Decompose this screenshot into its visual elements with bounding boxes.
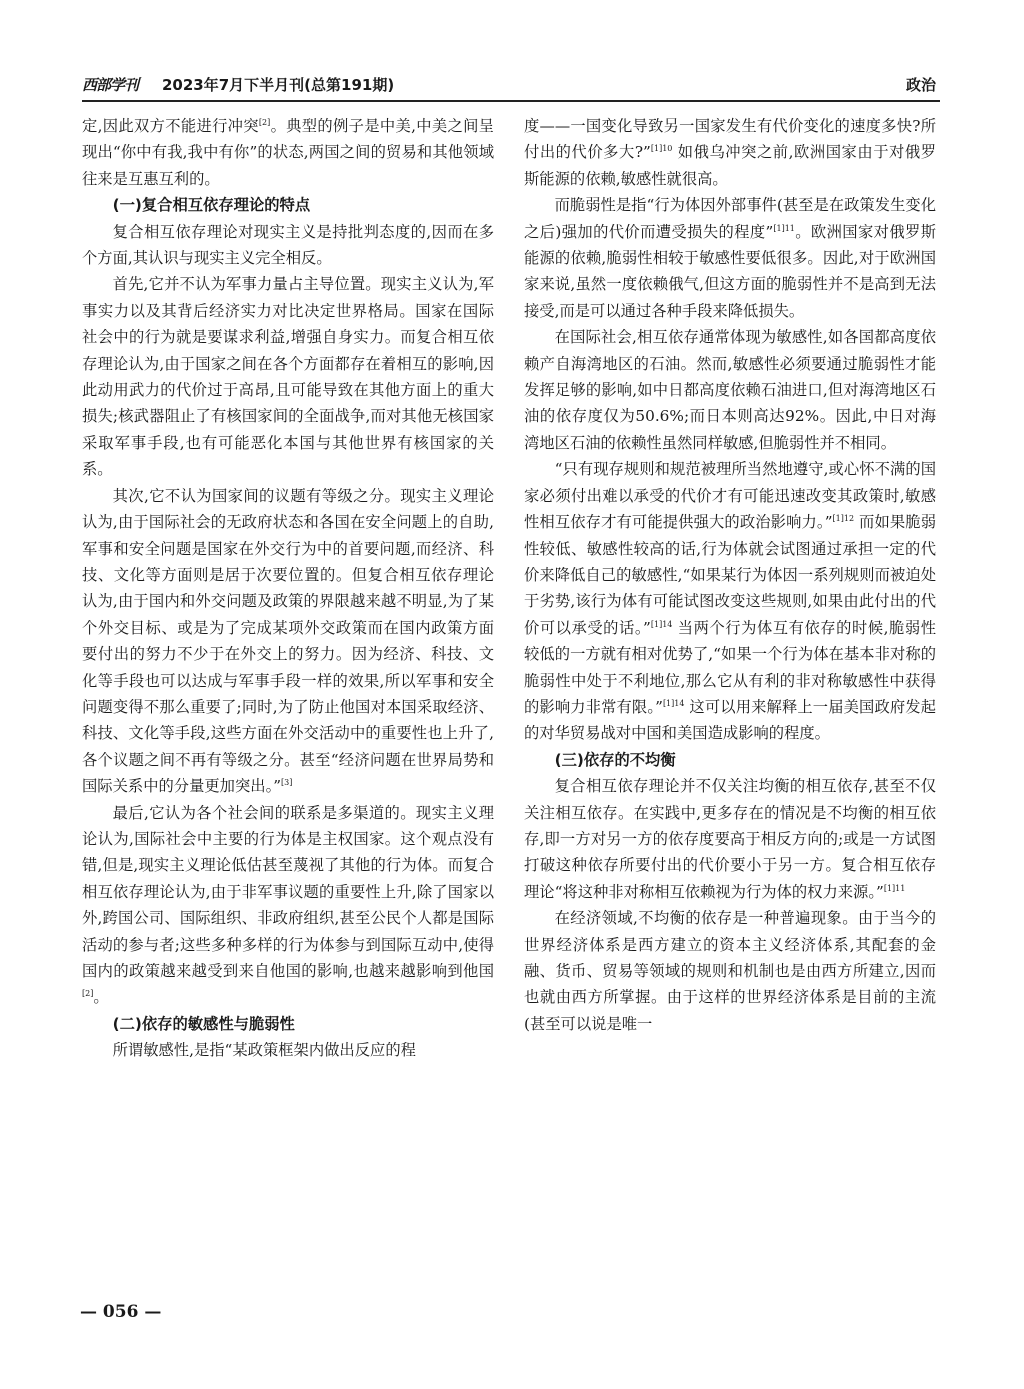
paragraph: 复合相互依存理论对现实主义是持批判态度的,因而在多个方面,其认识与现实主义完全相反。	[82, 222, 494, 268]
paragraph: 最后,它认为各个社会间的联系是多渠道的。现实主义理论认为,国际社会中主要的行为体是主权国家。这个观点没有错,但是,现实主义理论低估甚至蔑视了其他的行为体。而复合相互依存理论认为,由于非军事议题的重要性上升,除了国家以外,跨国公司、国际组织、非政府组织,甚至公民个人都是国际活动的参与者;这些多种多样的行为体参与到国际互动中,使得国内的政策越来越受到来自他国的影响,也越来越影响到他国[2]。	[82, 803, 494, 1007]
issue-info: 2023年7月下半月刊(总第191期)	[162, 76, 395, 94]
paragraph: 定,因此双方不能进行冲突[2]。典型的例子是中美,中美之间呈现出“你中有我,我中有你”的状态,两国之间的贸易和其他领域往来是互惠互利的。	[82, 117, 494, 188]
left-column	[82, 113, 494, 1064]
journal-logo: 西部学刊	[82, 76, 139, 94]
paragraph: 而脆弱性是指“行为体因外部事件(甚至是在政策发生变化之后)强加的代价而遭受损失的程度”$^{[1]11}$。欧洲国家对俄罗斯能源的依赖,脆弱性相较于敏感性要低很多。因此,对于欧洲国家来说,虽然一度依赖俄气,但这方面的脆弱性并不是高到无法接受,而是可以通过各种手段来降低损失。	[524, 196, 936, 320]
citation: [1]14	[650, 619, 673, 629]
section-title: 政治	[905, 76, 936, 94]
paragraph: 其次,它不认为国家间的议题有等级之分。现实主义理论认为,由于国际社会的无政府状态和各国在安全问题上的自助,军事和安全问题是国家在外交行为中的首要问题,而经济、科技、文化等方面则是居于次要位置的。但复合相互依存理论认为,由于国内和外交问题及政策的界限越来越不明显,为了某个外交目标、或是为了完成某项外交政策而在国内政策方面要付出的努力不少于在外交上的努力。因为经济、科技、文化等手段也可以达成与军事手段一样的效果,所以军事和安全问题变得不那么重要了;同时,为了防止他国对本国采取经济、科技、文化等手段,这些方面在外交活动中的重要性也上升了,各个议题之间不再有等级之分。甚至“经济问题在世界局势和国际关系中的分量更加突出。”[3]	[82, 486, 494, 796]
citation: [1]14	[662, 698, 685, 708]
paragraph: 所谓敏感性,是指“某政策框架内做出反应的程	[112, 1041, 416, 1060]
citation: [1]10	[650, 144, 673, 154]
citation: [2]	[82, 989, 94, 999]
section-heading: (三)依存的不均衡	[554, 750, 676, 769]
citation: [1]11	[773, 223, 795, 233]
paragraph: 首先,它并不认为军事力量占主导位置。现实主义认为,军事实力以及其背后经济实力对比决定世界格局。国家在国际社会中的行为就是要谋求利益,增强自身实力。而复合相互依存理论认为,由于国家之间在各个方面都存在着相互的影响,因此动用武力的代价过于高昂,且可能导致在其他方面上的重大损失;核武器阻止了有核国家间的全面战争,而对其他无核国家采取军事手段,也有可能恶化本国与其他世界有核国家的关系。	[82, 275, 494, 479]
citation: [1]11	[883, 883, 906, 893]
citation: [1]12	[832, 514, 855, 523]
running-header	[82, 70, 940, 102]
paragraph: 在经济领域,不均衡的依存是一种普遍现象。由于当今的世界经济体系是西方建立的资本主义经济体系,其配套的金融、货币、贸易等领域的规则和机制也是由西方所建立,因而也就由西方所掌握。由于这样的世界经济体系是目前的主流(甚至可以说是唯一	[524, 909, 936, 1033]
paragraph: 度——一国变化导致另一国家发生有代价变化的速度多快?所付出的代价多大?”$^{[1]10}$ 如俄乌冲突之前,欧洲国家由于对俄罗斯能源的依赖,敏感性就很高。	[524, 117, 936, 188]
right-column	[524, 113, 936, 1037]
paragraph: “只有现存规则和规范被理所当然地遵守,或心怀不满的国家必须付出难以承受的代价才有可能迅速改变其政策时,敏感性相互依存才有可能提供强大的政治影响力。”$^{[1]12}$ 而如果脆弱性较低、敏感性较高的话,行为体就会试图通过承担一定的代价来降低自己的敏感性,“如果某行为体因一系列规则而被迫处于劣势,该行为体有可能试图改变这些规则,如果由此付出的代价可以承受的话。”$^{[1]14}$ 当两个行为体互有依存的时候,脆弱性较低的一方就有相对优势了,“如果一个行为体在基本非对称的脆弱性中处于不利地位,那么它从有利的非对称敏感性中获得的影响力非常有限。”$^{[1]14}$ 这可以用来解释上一届美国政府发起的对华贸易战对中国和美国造成影响的程度。	[524, 460, 936, 743]
citation: [2]	[258, 117, 271, 127]
paragraph: 在国际社会,相互依存通常体现为敏感性,如各国都高度依赖产自海湾地区的石油。然而,敏感性必须要通过脆弱性才能发挥足够的影响,如中日都高度依赖石油进口,但对海湾地区石油的依存度仅为50.6%;而日本则高达92%。因此,中日对海湾地区石油的依赖性虽然同样敏感,但脆弱性并不相同。	[524, 328, 936, 452]
page-number: — 056 —	[80, 1302, 162, 1322]
citation: [3]	[281, 778, 293, 788]
section-heading: (一)复合相互依存理论的特点	[112, 196, 311, 215]
section-heading: (二)依存的敏感性与脆弱性	[112, 1014, 295, 1033]
paragraph: 复合相互依存理论并不仅关注均衡的相互依存,甚至不仅关注相互依存。在实践中,更多存在的情况是不均衡的相互依存,即一方对另一方的依存度要高于相反方向的;或是一方试图打破这种依存所要付出的代价要小于另一方。复合相互依存理论“将这种非对称相互依赖视为行为体的权力来源。”$^{[1]11}$	[524, 777, 936, 901]
